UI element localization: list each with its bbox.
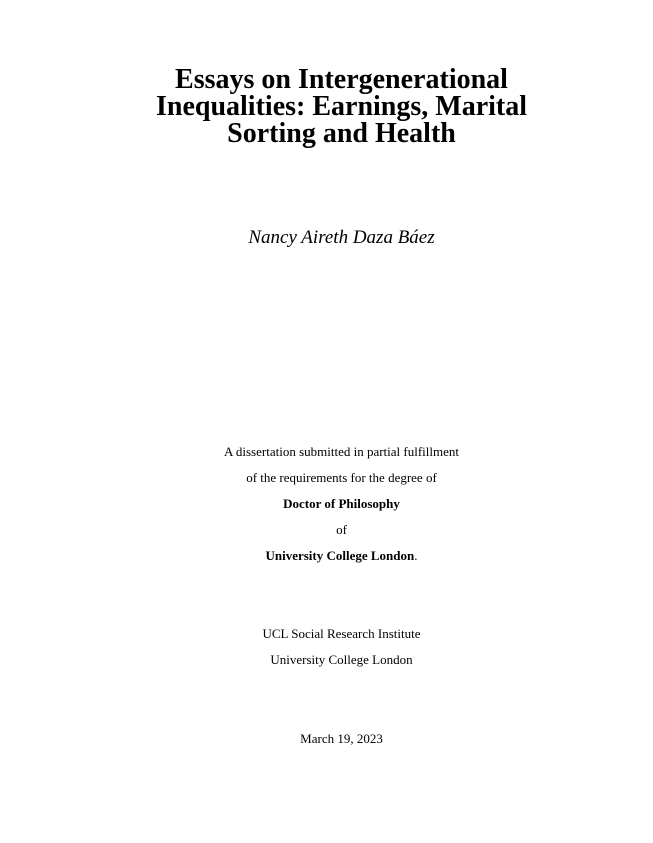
institute-block [0,621,653,673]
title-line: Sorting and Health [227,118,456,149]
university-line [30,543,653,569]
submission-line-2: of the requirements for the degree of [246,470,437,485]
degree-name: Doctor of Philosophy [283,496,400,511]
submission-line-1: A dissertation submitted in partial fulfillment [223,444,460,459]
institute-line-1: UCL Social Research Institute [262,626,421,641]
title-line: Inequalities: Earnings, Marital [155,91,527,122]
submission-date: March 19, 2023 [300,731,383,746]
period: . [414,548,418,563]
university-name: University College London [265,548,415,563]
author-name: Nancy Aireth Daza Báez [248,227,435,248]
title-line: Essays on Intergenerational [175,64,508,95]
of-text: of [336,522,347,537]
institute-line-2: University College London [270,652,413,667]
thesis-title [0,66,653,147]
submission-statement [0,439,653,569]
